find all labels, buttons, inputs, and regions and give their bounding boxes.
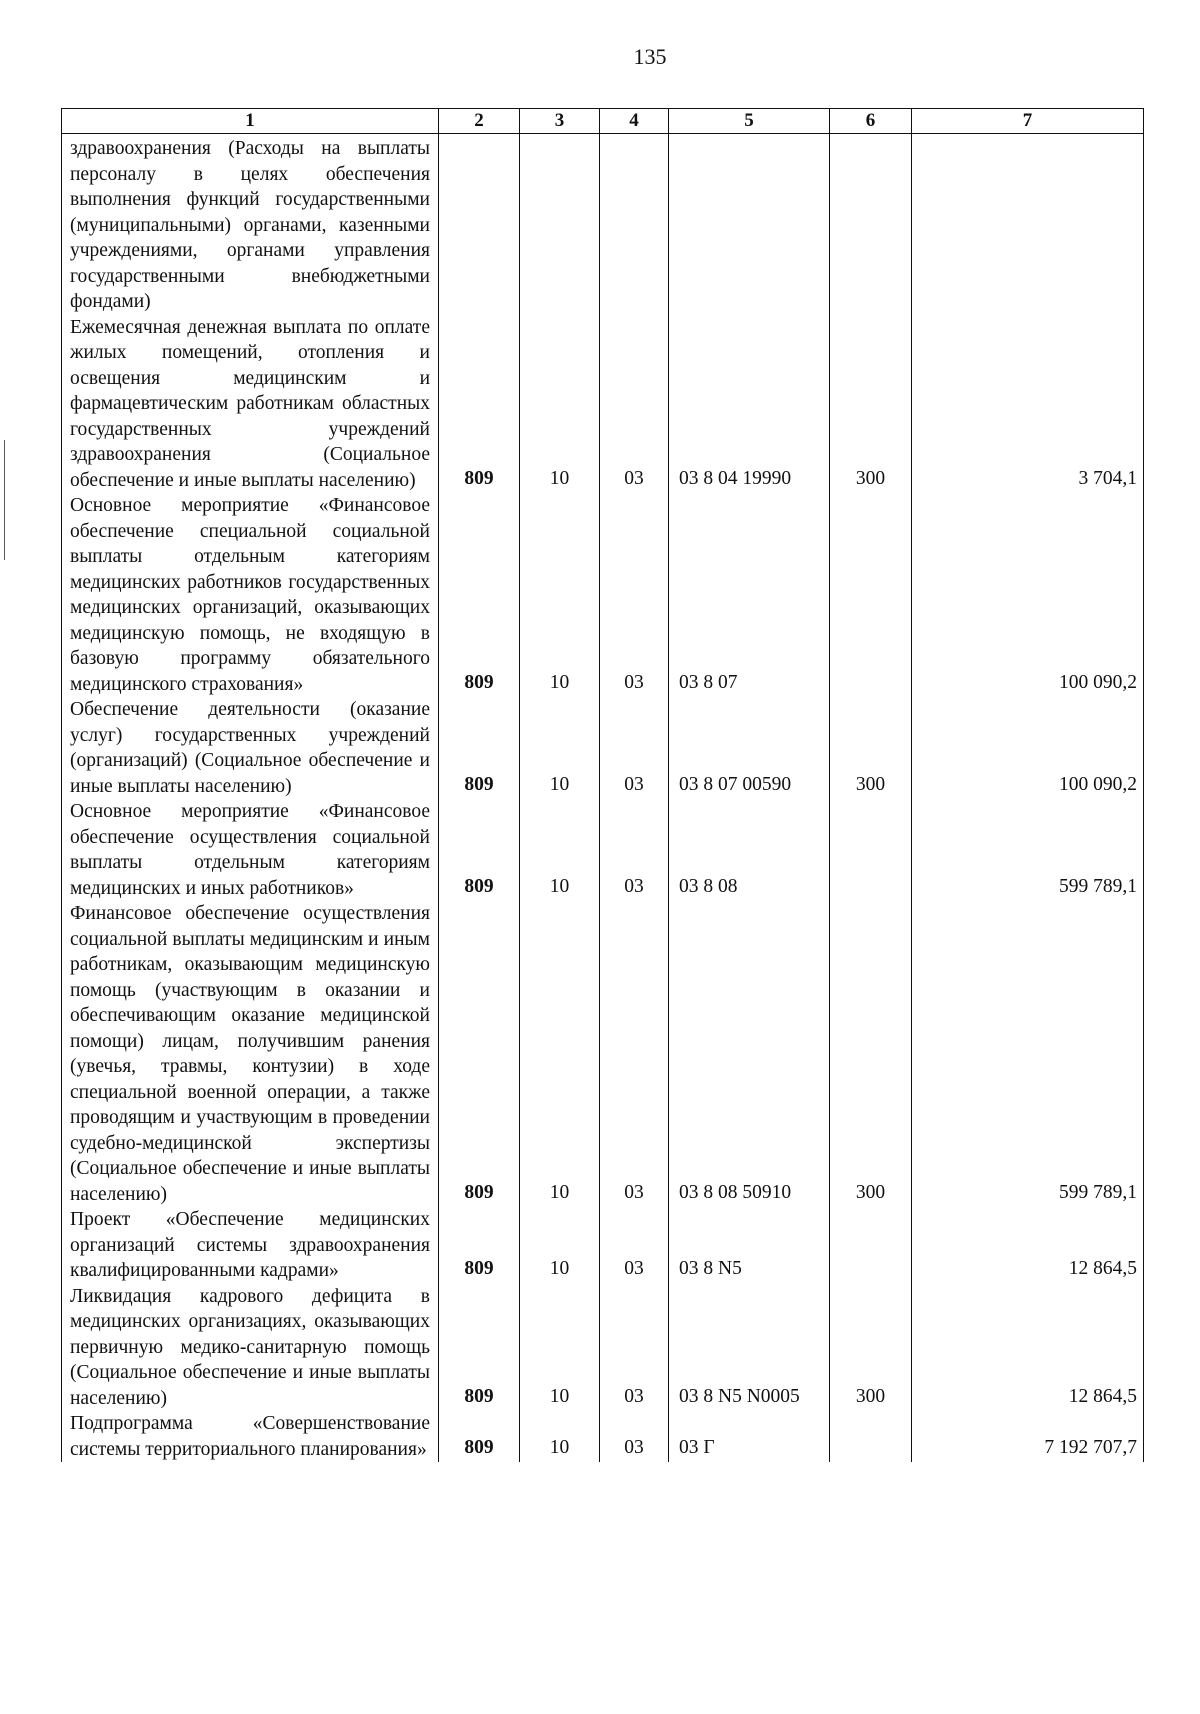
row-subsection: 03: [600, 1207, 669, 1284]
row-target-article: [669, 134, 830, 315]
row-target-article: 03 8 N5: [669, 1207, 830, 1284]
row-description: Обеспечение деятельности (оказание услуг) государственных учреждений (организаций) (Социальное обеспечение и иные выплаты населению): [62, 697, 439, 799]
row-description: Основное мероприятие «Финансовое обеспечение осуществления социальной выплаты отдельным категориям медицинских и иных работников»: [62, 799, 439, 901]
row-subsection: 03: [600, 1411, 669, 1462]
row-ministry-code: 809: [439, 1284, 520, 1412]
row-section: 10: [520, 901, 600, 1207]
table-row: [62, 1411, 1144, 1462]
row-expense-type: 300: [830, 1284, 912, 1412]
table-row: [62, 134, 1144, 315]
row-expense-type: [830, 493, 912, 697]
row-subsection: 03: [600, 315, 669, 494]
header-col-5: 5: [669, 109, 830, 134]
row-target-article: 03 8 07: [669, 493, 830, 697]
row-target-article: 03 Г: [669, 1411, 830, 1462]
header-row: [62, 109, 1144, 134]
row-description: Ежемесячная денежная выплата по оплате жилых помещений, отопления и освещения медицинским и фармацевтическим работникам областных государственных учреждений здравоохранения (Социальное обеспечение и иные выплаты населению): [62, 315, 439, 494]
row-expense-type: [830, 1411, 912, 1462]
row-section: 10: [520, 493, 600, 697]
row-subsection: 03: [600, 901, 669, 1207]
row-description: Основное мероприятие «Финансовое обеспечение специальной социальной выплаты отдельным категориям медицинских работников государственных медицинских организаций, оказывающих медицинскую помощь, не входящую в базовую программу обязательного медицинского страхования»: [62, 493, 439, 697]
row-ministry-code: 809: [439, 697, 520, 799]
table-row: [62, 1284, 1144, 1412]
header-col-3: 3: [520, 109, 600, 134]
table-row: [62, 1207, 1144, 1284]
row-target-article: 03 8 08: [669, 799, 830, 901]
row-description: Подпрограмма «Совершенствование системы территориального планирования»: [62, 1411, 439, 1462]
row-subsection: 03: [600, 493, 669, 697]
row-expense-type: 300: [830, 901, 912, 1207]
header-col-4: 4: [600, 109, 669, 134]
row-amount: 7 192 707,7: [912, 1411, 1144, 1462]
row-target-article: 03 8 08 50910: [669, 901, 830, 1207]
row-target-article: 03 8 07 00590: [669, 697, 830, 799]
table-row: [62, 799, 1144, 901]
row-ministry-code: 809: [439, 901, 520, 1207]
row-subsection: [600, 134, 669, 315]
row-section: 10: [520, 799, 600, 901]
row-amount: [912, 134, 1144, 315]
row-expense-type: [830, 134, 912, 315]
row-description: Финансовое обеспечение осуществления социальной выплаты медицинским и иным работникам, оказывающим медицинскую помощь (участвующим в оказании и обеспечивающим оказание медицинской помощи) лицам, получившим ранения (увечья, травмы, контузии) в ходе специальной военной операции, а также проводящим и участвующим в проведении судебно-медицинской экспертизы (Социальное обеспечение и иные выплаты населению): [62, 901, 439, 1207]
row-target-article: 03 8 04 19990: [669, 315, 830, 494]
row-section: [520, 134, 600, 315]
row-ministry-code: 809: [439, 315, 520, 494]
row-ministry-code: 809: [439, 799, 520, 901]
row-section: 10: [520, 697, 600, 799]
header-col-7: 7: [912, 109, 1144, 134]
row-expense-type: [830, 1207, 912, 1284]
table-row: [62, 697, 1144, 799]
row-description: Проект «Обеспечение медицинских организаций системы здравоохранения квалифицированными кадрами»: [62, 1207, 439, 1284]
header-col-1: 1: [62, 109, 439, 134]
row-section: 10: [520, 1207, 600, 1284]
row-ministry-code: 809: [439, 1411, 520, 1462]
table-row: [62, 901, 1144, 1207]
row-amount: 100 090,2: [912, 697, 1144, 799]
header-col-2: 2: [439, 109, 520, 134]
row-ministry-code: [439, 134, 520, 315]
row-subsection: 03: [600, 799, 669, 901]
row-expense-type: 300: [830, 315, 912, 494]
row-expense-type: 300: [830, 697, 912, 799]
table-row: [62, 493, 1144, 697]
row-expense-type: [830, 799, 912, 901]
table-row: [62, 315, 1144, 494]
page-number: 135: [633, 44, 667, 69]
row-amount: 12 864,5: [912, 1284, 1144, 1412]
row-amount: 599 789,1: [912, 799, 1144, 901]
row-ministry-code: 809: [439, 493, 520, 697]
budget-table: [61, 108, 1144, 1462]
header-col-6: 6: [830, 109, 912, 134]
row-section: 10: [520, 1411, 600, 1462]
row-amount: 100 090,2: [912, 493, 1144, 697]
row-description: здравоохранения (Расходы на выплаты персоналу в целях обеспечения выполнения функций государственными (муниципальными) органами, казенными учреждениями, органами управления государственными внебюджетными фондами): [62, 134, 439, 315]
row-section: 10: [520, 1284, 600, 1412]
row-subsection: 03: [600, 697, 669, 799]
row-amount: 599 789,1: [912, 901, 1144, 1207]
row-section: 10: [520, 315, 600, 494]
row-subsection: 03: [600, 1284, 669, 1412]
margin-mark: [4, 440, 5, 560]
row-amount: 12 864,5: [912, 1207, 1144, 1284]
row-target-article: 03 8 N5 N0005: [669, 1284, 830, 1412]
row-description: Ликвидация кадрового дефицита в медицинских организациях, оказывающих первичную медико-санитарную помощь (Социальное обеспечение и иные выплаты населению): [62, 1284, 439, 1412]
row-amount: 3 704,1: [912, 315, 1144, 494]
row-ministry-code: 809: [439, 1207, 520, 1284]
